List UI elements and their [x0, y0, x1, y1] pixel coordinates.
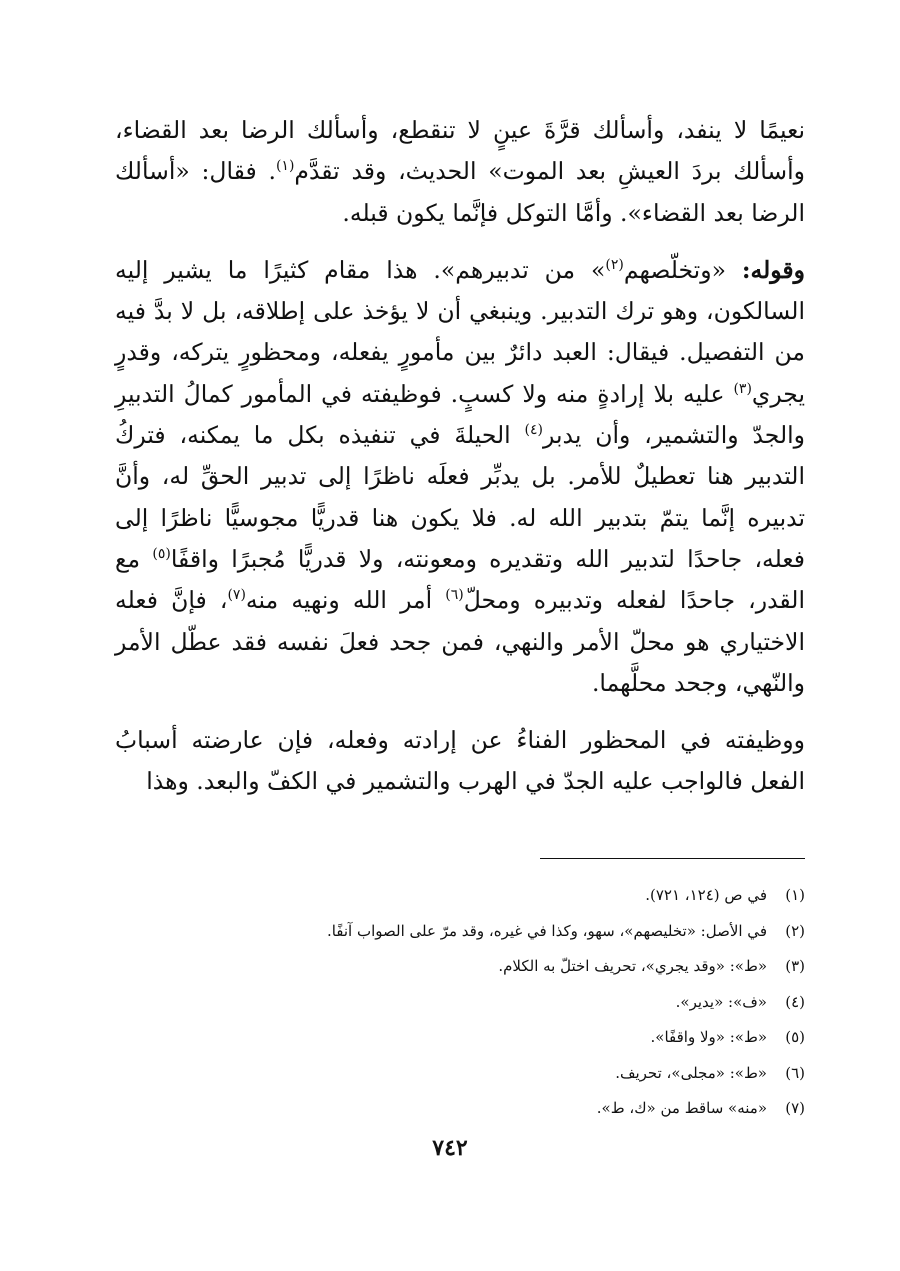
paragraph-text: أمر الله ونهيه منه — [245, 586, 446, 615]
paragraph-lead: وقوله: — [741, 255, 805, 284]
paragraph-text: عليه بلا إرادةٍ منه ولا كسبٍ. فوظيفته في المأمور كمالُ التدبيرِ والجدّ والتشمير، وأن يدبر — [115, 379, 805, 450]
footnote-number: (١) — [785, 886, 805, 904]
footnote-number: (٤) — [785, 992, 805, 1011]
paragraph-3 — [115, 720, 805, 803]
footnote-text: «ف»: «يدير». — [675, 992, 767, 1011]
main-text — [115, 110, 805, 803]
footnote-divider — [540, 858, 805, 859]
footnote-text: في ص (١٢٤، ٧٢١). — [645, 886, 767, 904]
footnote-item — [95, 1056, 805, 1092]
paragraph-text: . فقال: «أسألك الرضا بعد القضاء». وأمَّا التوكل فإنَّما يكون قبله. — [115, 157, 805, 227]
paragraph-text: ، فإنَّ فعله الاختياري هو محلّ الأمر والنهي، فمن جحد فعلَ نفسه فقد عطّل الأمر والنّهي، وجحد محلَّهما. — [115, 586, 805, 697]
paragraph-1 — [115, 110, 805, 234]
footnote-text: «ط»: «وقد يجري»، تحريف اختلّ به الكلام. — [498, 957, 767, 975]
paragraph-2 — [115, 250, 805, 704]
footnote-item — [95, 949, 805, 985]
footnote-ref-3[interactable]: (٣) — [733, 380, 752, 397]
footnotes-list — [95, 878, 805, 1127]
footnote-item — [95, 878, 805, 914]
footnote-text: في الأصل: «تخليصهم»، سهو، وكذا في غيره، وقد مرّ على الصواب آنفًا. — [326, 921, 767, 940]
footnote-item — [95, 985, 805, 1021]
paragraph-text: » من تدبيرهم». هذا مقام كثيرًا ما يشير إليه السالكون، وهو ترك التدبير. وينبغي أن لا يؤخذ على إطلاقه، بل لا بدَّ فيه من التفصيل. فيقال: العبد دائرٌ بين مأمورٍ يفعله، ومحظورٍ يتركه، وقدرٍ يجري — [115, 255, 805, 408]
page-body — [115, 110, 805, 819]
paragraph-text: مع القدر، جاحدًا لفعله وتدبيره ومحلّ — [115, 544, 805, 615]
footnote-ref-7[interactable]: (٧) — [227, 587, 246, 604]
paragraph-text: الحيلةَ في تنفيذه بكل ما يمكنه، فتركُ التدبير هنا تعطيلٌ للأمر. بل يدبِّر فعلَه ناظرًا إلى تدبير الحقِّ له، وأنَّ تدبيره إنَّما يتمّ بتدبير الله له. فلا يكون هنا قدريًّا مجوسيًّا ناظرًا إلى فعله، جاحدًا لتدبير الله وتقديره ومعونته، ولا قدريًّا مُجبرًا واقفًا — [115, 421, 805, 573]
footnote-number: (٢) — [785, 921, 805, 940]
footnote-item — [95, 914, 805, 950]
footnote-text: «ط»: «مجلى»، تحريف. — [615, 1063, 767, 1082]
footnote-item — [95, 1091, 805, 1127]
footnote-ref-6[interactable]: (٦) — [445, 587, 464, 604]
footnote-text: «منه» ساقط من «ك، ط». — [596, 1099, 767, 1117]
page-number: ٧٤٢ — [432, 1135, 468, 1161]
paragraph-text: نعيمًا لا ينفد، وأسألك قرَّةَ عينٍ لا تنقطع، وأسألك الرضا بعد القضاء، وأسألك بردَ العيشِ بعد الموت» الحديث، وقد تقدَّم — [115, 116, 806, 186]
footnote-number: (٣) — [785, 957, 805, 975]
footnote-ref-2[interactable]: (٢) — [605, 257, 624, 274]
paragraph-text: ووظيفته في المحظور الفناءُ عن إرادته وفعله، فإن عارضته أسبابُ الفعل فالواجب عليه الجدّ في الهرب والتشمير في الكفّ والبعد. وهذا — [115, 726, 805, 796]
footnote-ref-5[interactable]: (٥) — [152, 546, 171, 563]
footnote-ref-4[interactable]: (٤) — [524, 422, 544, 439]
footnote-text: «ط»: «ولا واقفًا». — [650, 1028, 767, 1046]
footnote-item — [95, 1020, 805, 1056]
paragraph-text: «وتخلّصهم — [623, 255, 742, 284]
footnote-ref-1[interactable]: (١) — [275, 158, 295, 175]
footnote-number: (٦) — [785, 1063, 805, 1082]
footnote-number: (٥) — [785, 1028, 805, 1046]
footnote-number: (٧) — [785, 1099, 805, 1117]
